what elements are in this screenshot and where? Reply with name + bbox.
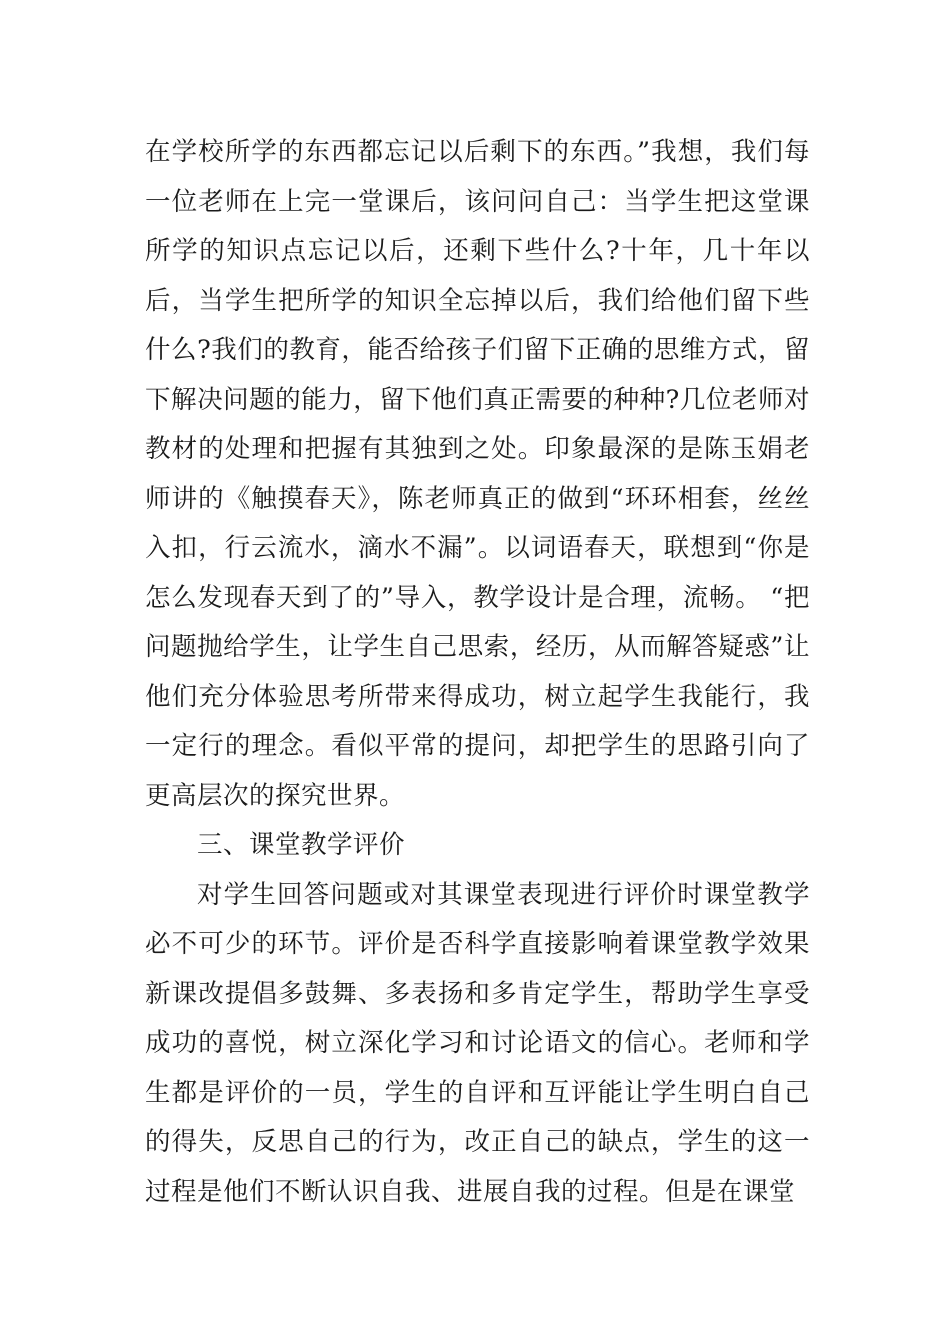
body-paragraph: 对学生回答问题或对其课堂表现进行评价时课堂教学必不可少的环节。评价是否科学直接影响着课堂教学效果新课改提倡多鼓舞、多表扬和多肯定学生，帮助学生享受成功的喜悦，树立深化学习和讨论语文的信心。老师和学生都是评价的一员，学生的自评和互评能让学生明白自己的得失，反思自己的行为，改正自己的缺点，学生的这一过程是他们不断认识自我、进展自我的过程。但是在课堂 <box>145 879 810 1207</box>
body-paragraph: 在学校所学的东西都忘记以后剩下的东西。”我想，我们每一位老师在上完一堂课后，该问问自己：当学生把这堂课所学的知识点忘记以后，还剩下些什么?十年，几十年以后，当学生把所学的知识全忘掉以后，我们给他们留下些什么?我们的教育，能否给孩子们留下正确的思维方式，留下解决问题的能力，留下他们真正需要的种种?几位老师对教材的处理和把握有其独到之处。印象最深的是陈玉娟老师讲的《触摸春天》，陈老师真正的做到“环环相套，丝丝入扣，行云流水，滴水不漏”。以词语春天，联想到“你是怎么发现春天到了的”导入，教学设计是合理，流畅。 “把问题抛给学生，让学生自己思索，经历，从而解答疑惑”让他们充分体验思考所带来得成功，树立起学生我能行，我一定行的理念。看似平常的提问，却把学生的思路引向了更高层次的探究世界。 <box>145 137 810 811</box>
section-heading: 三、课堂教学评价 <box>197 830 406 860</box>
document-page <box>145 128 810 1217</box>
